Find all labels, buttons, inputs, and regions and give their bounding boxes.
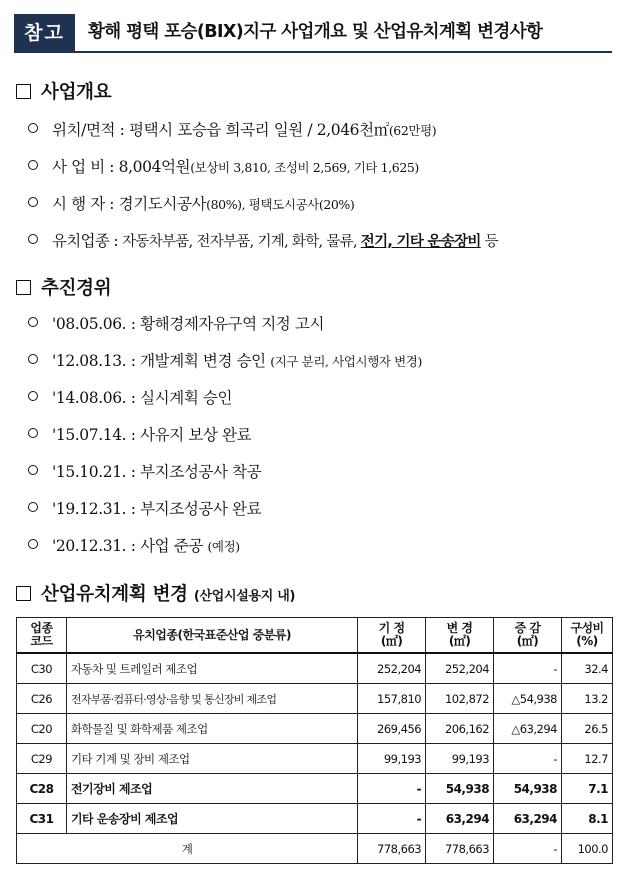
overview-suffix: 등 bbox=[480, 234, 498, 250]
cell-ratio: 13.2 bbox=[562, 684, 613, 714]
plan-subtitle: (산업시설용지 내) bbox=[193, 589, 296, 604]
history-title-text: 추진경위 bbox=[41, 278, 112, 299]
history-item bbox=[28, 312, 324, 334]
cell-total-diff: - bbox=[494, 834, 562, 864]
table-row bbox=[17, 774, 613, 804]
cell-code: C28 bbox=[17, 774, 67, 804]
header bbox=[14, 14, 612, 52]
table-row bbox=[17, 744, 613, 774]
cell-total-before: 778,663 bbox=[358, 834, 426, 864]
cell-code: C20 bbox=[17, 714, 67, 744]
cell-diff: - bbox=[494, 744, 562, 774]
overview-note: (80%), 평택도시공사(20%) bbox=[206, 197, 355, 212]
checkbox-square-icon bbox=[16, 586, 31, 601]
overview-item-industries bbox=[28, 229, 498, 251]
col-header-diff: 증 감 (㎡) bbox=[494, 618, 562, 654]
overview-label: 사 업 비 : bbox=[52, 158, 115, 176]
history-item bbox=[28, 349, 422, 371]
cell-total-label: 계 bbox=[17, 834, 358, 864]
circle-bullet-icon bbox=[28, 428, 38, 438]
cell-diff: △63,294 bbox=[494, 714, 562, 744]
overview-item-operator bbox=[28, 192, 354, 214]
col-header-after: 변 경 (㎡) bbox=[426, 618, 494, 654]
overview-value: 자동차부품, 전자부품, 기계, 화학, 물류, bbox=[122, 234, 361, 250]
history-text: 개발계획 변경 승인 bbox=[140, 352, 271, 370]
circle-bullet-icon bbox=[28, 197, 38, 207]
history-date: '12.08.13. : bbox=[52, 352, 136, 370]
history-item bbox=[28, 534, 240, 556]
cell-before: 269,456 bbox=[358, 714, 426, 744]
header-rule bbox=[14, 51, 612, 53]
history-text: 사업 준공 bbox=[140, 537, 208, 555]
history-text: 실시계획 승인 bbox=[140, 389, 233, 407]
checkbox-square-icon bbox=[16, 84, 31, 99]
cell-ratio: 7.1 bbox=[562, 774, 613, 804]
overview-item-location bbox=[28, 118, 436, 140]
cell-after: 206,162 bbox=[426, 714, 494, 744]
circle-bullet-icon bbox=[28, 160, 38, 170]
overview-title-text: 사업개요 bbox=[41, 82, 112, 103]
page-title: 황해 평택 포승(BIX)지구 사업개요 및 산업유치계획 변경사항 bbox=[88, 22, 543, 42]
cell-code: C29 bbox=[17, 744, 67, 774]
overview-label: 위치/면적 : bbox=[52, 121, 125, 139]
cell-ratio: 12.7 bbox=[562, 744, 613, 774]
plan-title-text: 산업유치계획 변경 bbox=[41, 584, 188, 605]
overview-section-title bbox=[16, 78, 111, 104]
circle-bullet-icon bbox=[28, 354, 38, 364]
cell-ratio: 8.1 bbox=[562, 804, 613, 834]
cell-after: 99,193 bbox=[426, 744, 494, 774]
history-section-title bbox=[16, 274, 111, 300]
cell-industry: 기타 기계 및 장비 제조업 bbox=[66, 744, 357, 774]
table-row bbox=[17, 714, 613, 744]
cell-before: - bbox=[358, 774, 426, 804]
cell-after: 54,938 bbox=[426, 774, 494, 804]
table-total-row bbox=[17, 834, 613, 864]
cell-code: C26 bbox=[17, 684, 67, 714]
history-date: '15.07.14. : bbox=[52, 426, 136, 444]
circle-bullet-icon bbox=[28, 317, 38, 327]
history-text: 황해경제자유구역 지정 고시 bbox=[140, 315, 325, 333]
col-header-before: 기 정 (㎡) bbox=[358, 618, 426, 654]
history-text: 부지조성공사 착공 bbox=[140, 463, 262, 481]
checkbox-square-icon bbox=[16, 280, 31, 295]
overview-value: 평택시 포승읍 희곡리 일원 / 2,046천㎡ bbox=[129, 121, 389, 139]
circle-bullet-icon bbox=[28, 123, 38, 133]
history-item bbox=[28, 386, 232, 408]
history-text: 사유지 보상 완료 bbox=[140, 426, 252, 444]
overview-item-budget bbox=[28, 155, 419, 177]
history-date: '15.10.21. : bbox=[52, 463, 136, 481]
reference-badge: 참고 bbox=[14, 14, 75, 52]
cell-industry: 전자부품·컴퓨터·영상·음향 및 통신장비 제조업 bbox=[66, 684, 357, 714]
overview-value: 8,004억원 bbox=[118, 158, 191, 176]
table-header-row bbox=[17, 618, 613, 654]
industry-plan-table bbox=[16, 617, 613, 864]
cell-after: 102,872 bbox=[426, 684, 494, 714]
history-note: (예정) bbox=[207, 539, 240, 554]
history-date: '20.12.31. : bbox=[52, 537, 136, 555]
col-header-code: 업종 코드 bbox=[17, 618, 67, 654]
circle-bullet-icon bbox=[28, 502, 38, 512]
cell-after: 252,204 bbox=[426, 653, 494, 684]
cell-ratio: 32.4 bbox=[562, 653, 613, 684]
overview-note: (보상비 3,810, 조성비 2,569, 기타 1,625) bbox=[190, 160, 419, 175]
cell-before: 99,193 bbox=[358, 744, 426, 774]
cell-industry: 기타 운송장비 제조업 bbox=[66, 804, 357, 834]
overview-emphasis: 전기, 기타 운송장비 bbox=[360, 234, 481, 250]
col-header-industry: 유치업종(한국표준산업 중분류) bbox=[66, 618, 357, 654]
overview-note: (62만평) bbox=[388, 123, 437, 138]
cell-industry: 전기장비 제조업 bbox=[66, 774, 357, 804]
circle-bullet-icon bbox=[28, 539, 38, 549]
overview-label: 유치업종 : bbox=[52, 232, 118, 250]
history-date: '14.08.06. : bbox=[52, 389, 136, 407]
plan-section-title bbox=[16, 580, 295, 606]
cell-diff: - bbox=[494, 653, 562, 684]
history-note: (지구 분리, 사업시행자 변경) bbox=[270, 354, 422, 369]
cell-before: 252,204 bbox=[358, 653, 426, 684]
cell-before: 157,810 bbox=[358, 684, 426, 714]
table-row bbox=[17, 804, 613, 834]
cell-diff: 54,938 bbox=[494, 774, 562, 804]
history-item bbox=[28, 460, 261, 482]
overview-value: 경기도시공사 bbox=[118, 195, 207, 213]
cell-code: C31 bbox=[17, 804, 67, 834]
circle-bullet-icon bbox=[28, 234, 38, 244]
cell-after: 63,294 bbox=[426, 804, 494, 834]
circle-bullet-icon bbox=[28, 391, 38, 401]
table-row bbox=[17, 684, 613, 714]
circle-bullet-icon bbox=[28, 465, 38, 475]
overview-label: 시 행 자 : bbox=[52, 195, 115, 213]
cell-industry: 화학물질 및 화학제품 제조업 bbox=[66, 714, 357, 744]
cell-code: C30 bbox=[17, 653, 67, 684]
table-row bbox=[17, 653, 613, 684]
cell-total-after: 778,663 bbox=[426, 834, 494, 864]
cell-diff: 63,294 bbox=[494, 804, 562, 834]
history-text: 부지조성공사 완료 bbox=[140, 500, 262, 518]
col-header-ratio: 구성비 (%) bbox=[562, 618, 613, 654]
cell-ratio: 26.5 bbox=[562, 714, 613, 744]
history-item bbox=[28, 423, 251, 445]
history-item bbox=[28, 497, 261, 519]
cell-diff: △54,938 bbox=[494, 684, 562, 714]
cell-total-ratio: 100.0 bbox=[562, 834, 613, 864]
cell-industry: 자동차 및 트레일러 제조업 bbox=[66, 653, 357, 684]
history-date: '19.12.31. : bbox=[52, 500, 136, 518]
history-date: '08.05.06. : bbox=[52, 315, 136, 333]
cell-before: - bbox=[358, 804, 426, 834]
